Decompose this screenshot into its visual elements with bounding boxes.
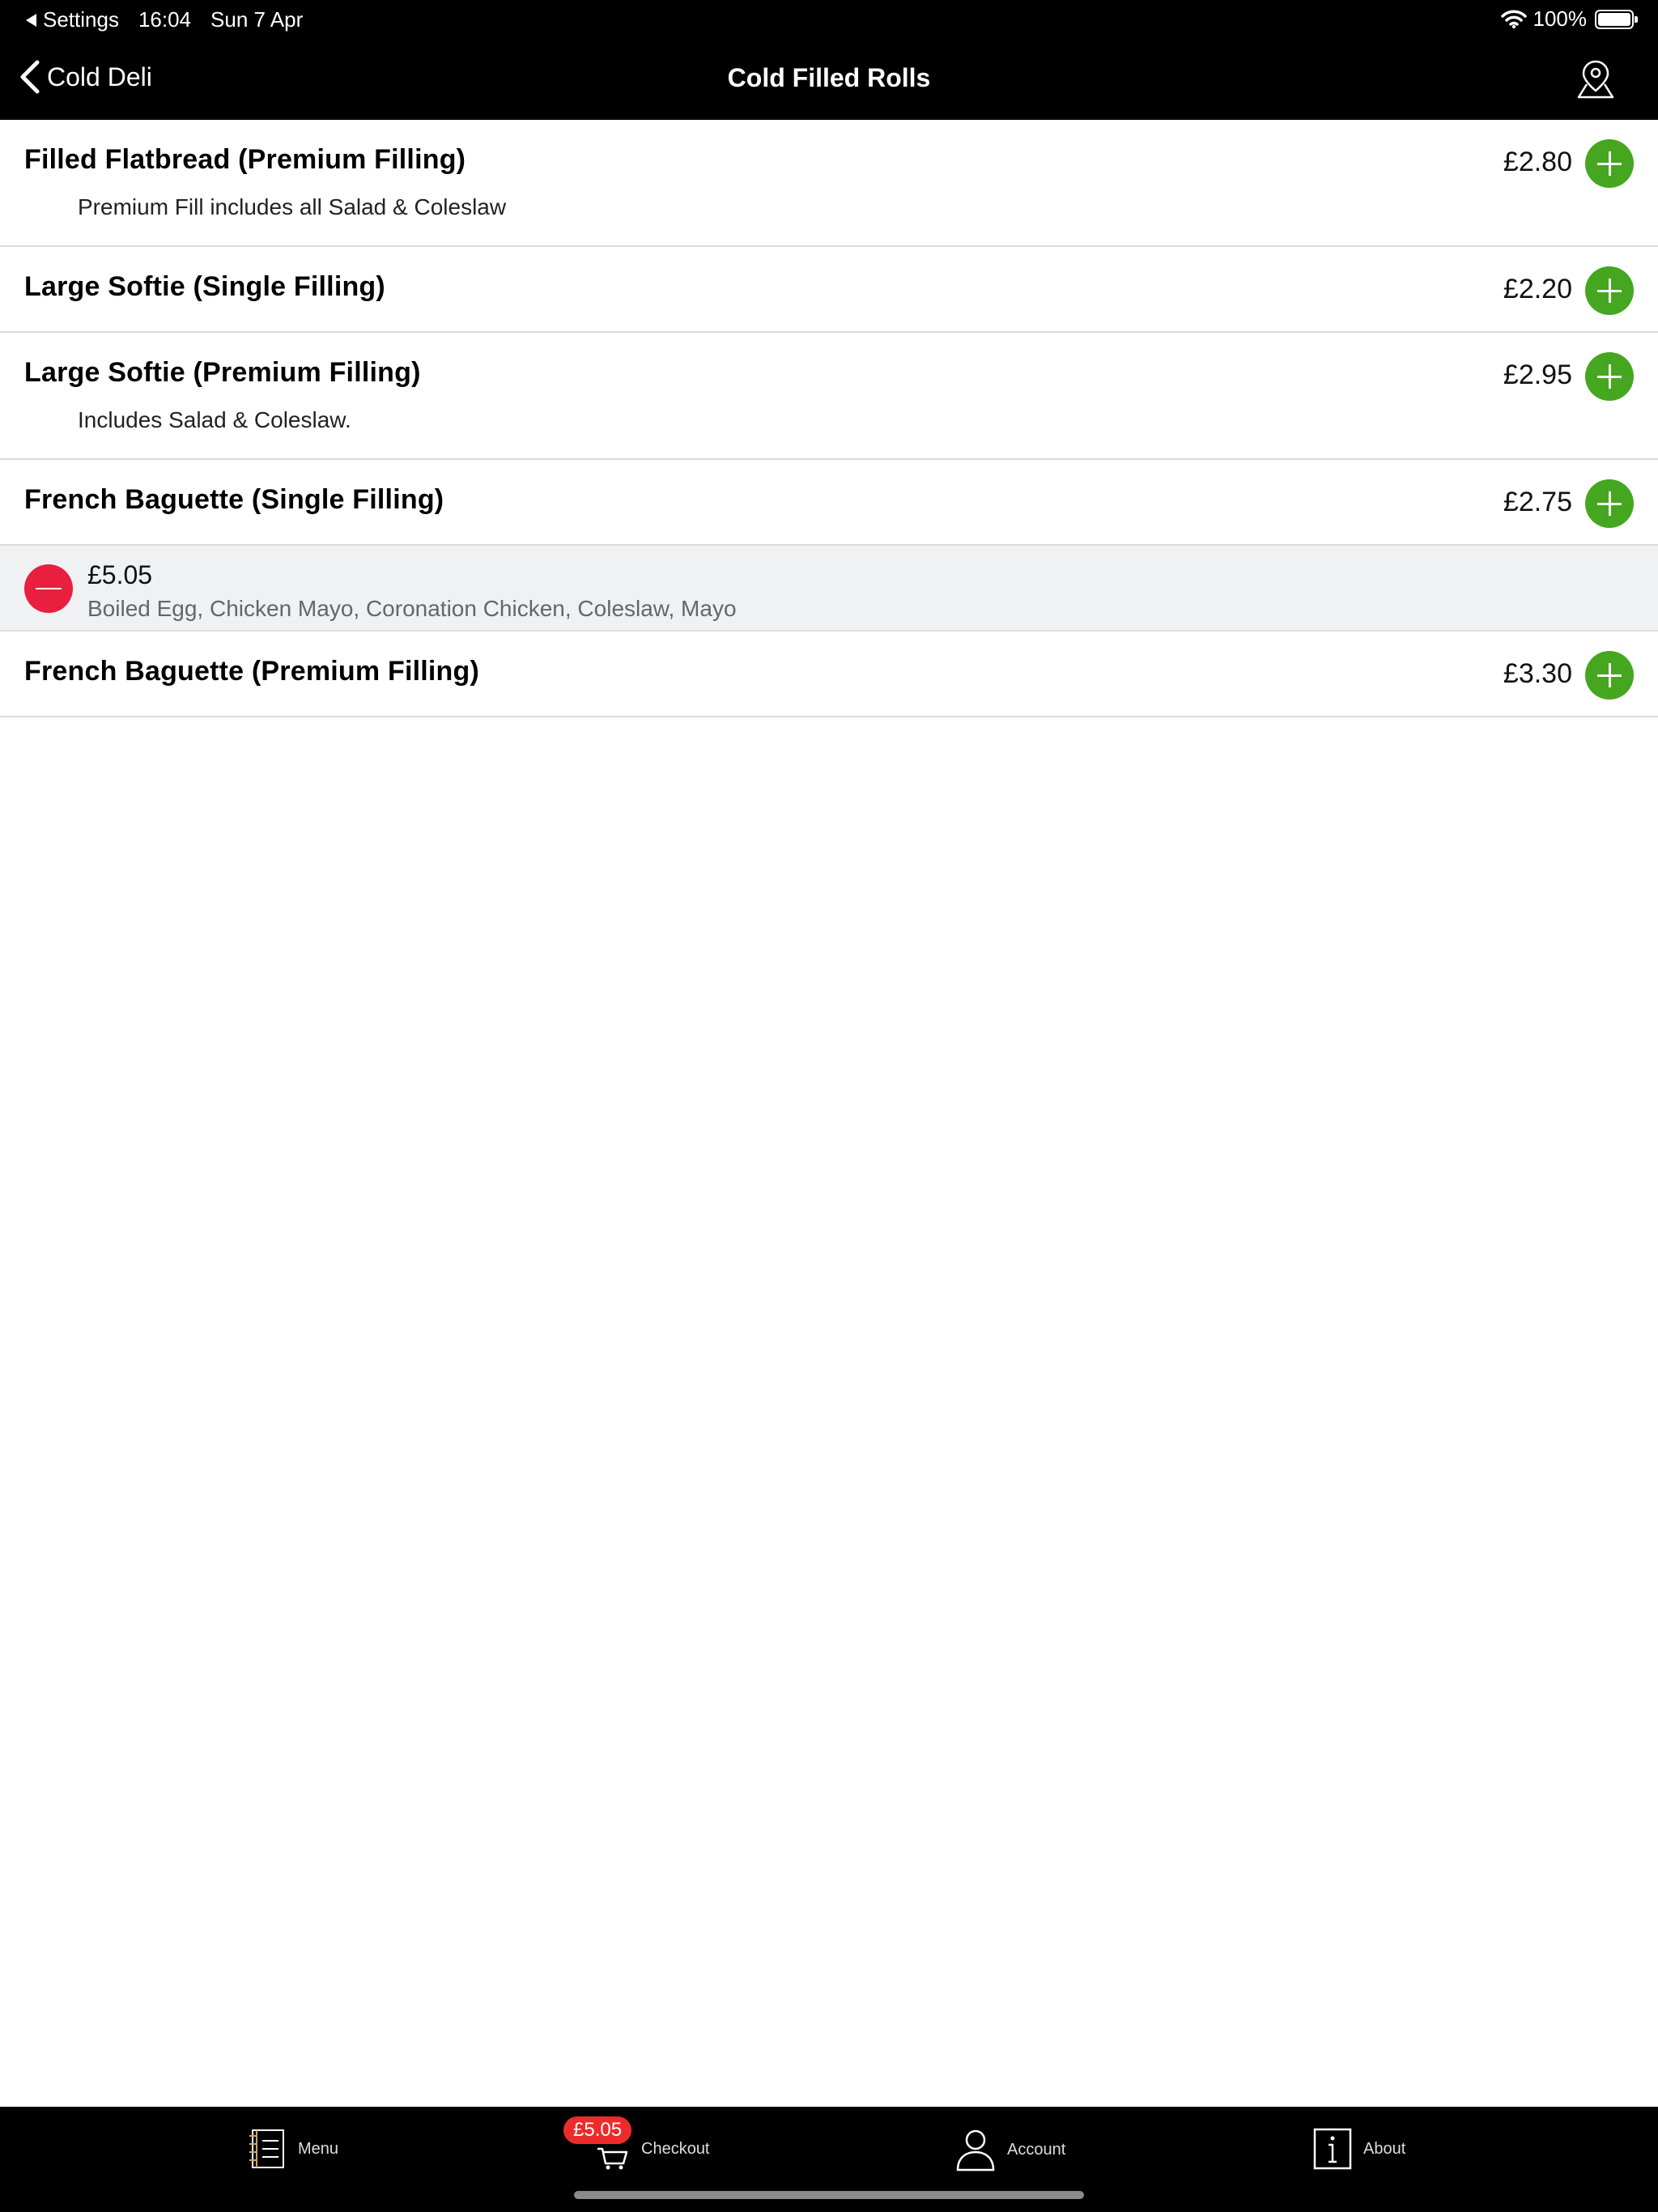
back-arrow-icon <box>26 14 36 27</box>
item-price: £2.95 <box>1503 359 1572 390</box>
item-price: £2.80 <box>1503 147 1572 177</box>
item-description: Includes Salad & Coleslaw. <box>78 407 351 432</box>
remove-button[interactable] <box>24 564 73 613</box>
battery-icon <box>1595 10 1634 29</box>
add-button[interactable] <box>1585 139 1634 188</box>
tab-menu-label: Menu <box>298 2139 339 2158</box>
menu-book-icon <box>248 2128 287 2170</box>
list-item[interactable] <box>0 333 1658 460</box>
back-label: Cold Deli <box>47 62 152 91</box>
status-back-app[interactable]: Settings <box>43 7 119 32</box>
battery-percent: 100% <box>1533 6 1587 31</box>
tab-about[interactable] <box>1313 2128 1405 2170</box>
add-button[interactable] <box>1585 479 1634 528</box>
item-name: Large Softie (Single Filling) <box>24 271 385 302</box>
list-item[interactable] <box>0 460 1658 546</box>
list-item[interactable] <box>0 632 1658 717</box>
list-item[interactable] <box>0 247 1658 333</box>
item-name: French Baguette (Single Filling) <box>24 484 444 515</box>
item-name: Large Softie (Premium Filling) <box>24 357 421 388</box>
checkout-badge: £5.05 <box>563 2116 631 2144</box>
tab-menu[interactable] <box>248 2128 338 2170</box>
tab-checkout-label: Checkout <box>641 2139 710 2158</box>
wifi-icon <box>1501 10 1527 29</box>
item-price: £2.75 <box>1503 487 1572 517</box>
user-icon <box>955 2128 996 2172</box>
top-bar <box>0 0 1658 120</box>
item-name: Filled Flatbread (Premium Filling) <box>24 144 466 175</box>
info-icon <box>1313 2128 1352 2170</box>
page-title: Cold Filled Rolls <box>727 63 931 92</box>
basket-line-fillings: Boiled Egg, Chicken Mayo, Coronation Chicken, Coleslaw, Mayo <box>87 596 737 621</box>
status-time: 16:04 <box>138 7 192 32</box>
basket-line-price: £5.05 <box>87 560 153 589</box>
item-description: Premium Fill includes all Salad & Coleslaw <box>78 194 507 219</box>
tab-account-label: Account <box>1007 2140 1066 2159</box>
status-bar <box>0 0 1658 39</box>
home-indicator[interactable] <box>574 2191 1084 2199</box>
item-price: £3.30 <box>1503 658 1572 689</box>
list-item[interactable] <box>0 120 1658 247</box>
item-price: £2.20 <box>1503 274 1572 304</box>
add-button[interactable] <box>1585 651 1634 700</box>
menu-list <box>0 120 1658 717</box>
add-button[interactable] <box>1585 266 1634 315</box>
status-date: Sun 7 Apr <box>210 7 304 32</box>
add-button[interactable] <box>1585 352 1634 401</box>
basket-line-item[interactable] <box>0 546 1658 632</box>
map-pin-icon[interactable] <box>1575 58 1616 100</box>
item-name: French Baguette (Premium Filling) <box>24 656 479 687</box>
tab-account[interactable] <box>955 2128 1065 2172</box>
tab-about-label: About <box>1363 2139 1406 2158</box>
